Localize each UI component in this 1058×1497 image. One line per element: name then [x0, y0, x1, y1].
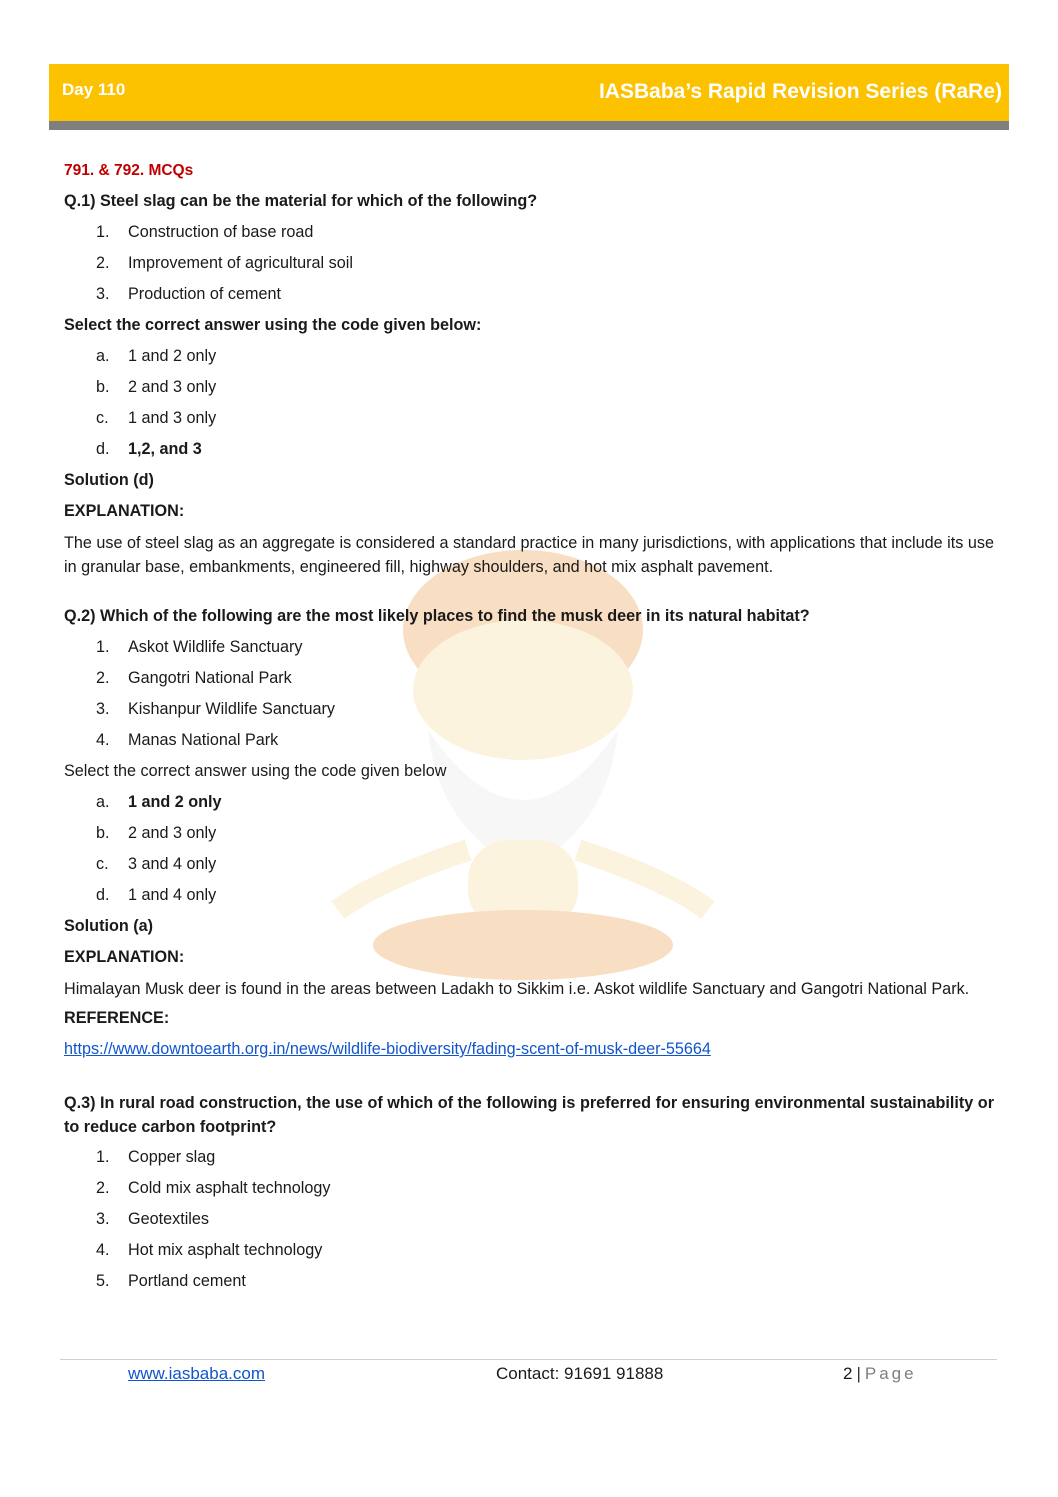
q1-explanation-label: EXPLANATION:: [64, 502, 185, 520]
option-a: a. 1 and 2 only: [96, 347, 217, 365]
question-number: Q.1: [64, 192, 91, 210]
list-item: 2. Gangotri National Park: [96, 669, 292, 687]
q2-select-instruction: Select the correct answer using the code given below: [64, 762, 447, 780]
question-number: Q.3: [64, 1094, 91, 1112]
question-3: [64, 1087, 994, 1142]
page-word: Page: [864, 1364, 917, 1383]
q2-explanation: Himalayan Musk deer is found in the areas between Ladakh to Sikkim i.e. Askot wildlife Sanctuary and Gangotri National Park.: [64, 980, 970, 998]
q1-items: [64, 217, 994, 310]
list-item: 3. Geotextiles: [96, 1210, 209, 1228]
list-item: 5. Portland cement: [96, 1272, 246, 1290]
footer-website-link[interactable]: www.iasbaba.com: [128, 1364, 266, 1383]
q2-items: [64, 632, 994, 756]
option-c: c. 3 and 4 only: [96, 855, 217, 873]
list-item: 1. Construction of base road: [96, 223, 314, 241]
reference-link[interactable]: https://www.downtoearth.org.in/news/wildlife-biodiversity/fading-scent-of-musk-deer-55664: [64, 1040, 711, 1058]
page-separator: |: [856, 1364, 861, 1383]
option-c: c. 1 and 3 only: [96, 409, 217, 427]
q2-explanation-label: EXPLANATION:: [64, 948, 185, 966]
question-1: [64, 186, 994, 217]
list-item: 2. Improvement of agricultural soil: [96, 254, 353, 272]
page-indicator: [843, 1364, 917, 1384]
option-d: d. 1 and 4 only: [96, 886, 217, 904]
series-title: IASBaba’s Rapid Revision Series (RaRe): [598, 80, 1002, 103]
section-title: 791. & 792. MCQs: [64, 162, 194, 179]
q1-explanation: The use of steel slag as an aggregate is considered a standard practice in many jurisdictions, with applications that include its use in granular base, embankments, engineered fill, highway shoulders, and hot mix asphalt pavement.: [64, 534, 994, 576]
list-item: 1. Copper slag: [96, 1148, 216, 1166]
footer-divider: [60, 1359, 997, 1360]
day-label: Day 110: [62, 80, 126, 99]
list-item: 1. Askot Wildlife Sanctuary: [96, 638, 303, 656]
question-text: ) Which of the following are the most likely places to find the musk deer in its natural habitat?: [90, 607, 810, 625]
main-content: [64, 155, 994, 1297]
q1-select-instruction: Select the correct answer using the code given below:: [64, 316, 482, 334]
q2-options: [64, 787, 994, 911]
q2-solution: Solution (a): [64, 917, 154, 935]
question-number: Q.2: [64, 607, 91, 625]
list-item: 3. Production of cement: [96, 285, 281, 303]
page-number: 2: [843, 1364, 853, 1383]
list-item: 3. Kishanpur Wildlife Sanctuary: [96, 700, 335, 718]
q2-reference-label: REFERENCE:: [64, 1009, 170, 1027]
list-item: 2. Cold mix asphalt technology: [96, 1179, 331, 1197]
option-a-correct: a. 1 and 2 only: [96, 793, 222, 811]
list-item: 4. Manas National Park: [96, 731, 279, 749]
option-b: b. 2 and 3 only: [96, 378, 217, 396]
question-2: [64, 601, 994, 632]
option-b: b. 2 and 3 only: [96, 824, 217, 842]
question-text: ) In rural road construction, the use of which of the following is preferred for ensuring environmental sustainability or to reduce carbon footprint?: [64, 1094, 994, 1136]
option-d-correct: d. 1,2, and 3: [96, 440, 202, 458]
header-divider: [49, 121, 1009, 130]
footer-contact: Contact: 91691 91888: [496, 1364, 664, 1383]
q1-solution: Solution (d): [64, 471, 154, 489]
question-text: ) Steel slag can be the material for which of the following?: [90, 192, 538, 210]
q3-items: [64, 1142, 994, 1297]
q1-options: [64, 341, 994, 465]
list-item: 4. Hot mix asphalt technology: [96, 1241, 323, 1259]
